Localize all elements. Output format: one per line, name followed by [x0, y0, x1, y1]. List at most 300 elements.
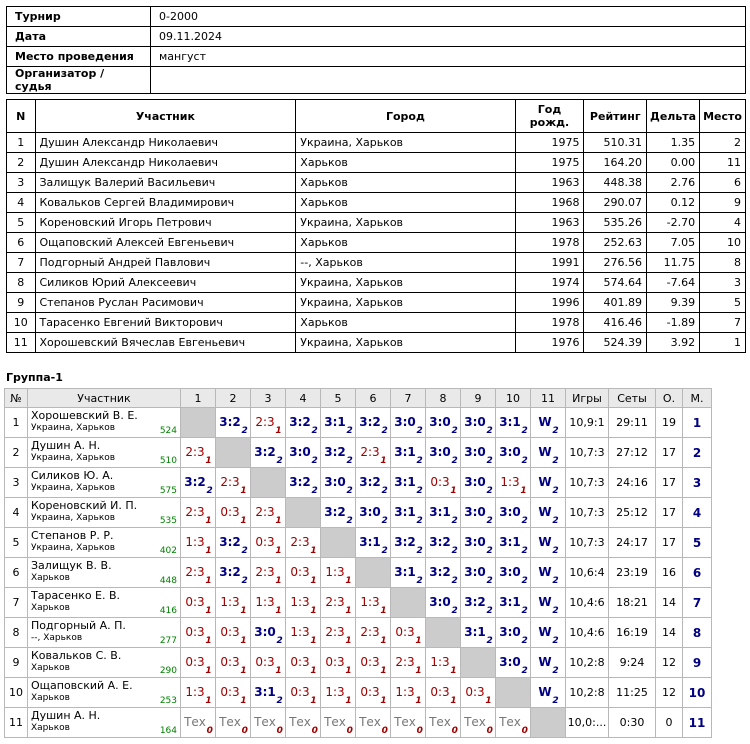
rating: 276.56 — [584, 253, 647, 273]
match-result — [356, 678, 391, 708]
match-points: 2 — [552, 666, 559, 676]
score-text: 3:2 — [359, 475, 381, 489]
table-row — [7, 253, 746, 273]
points: 12 — [656, 678, 683, 708]
points: 14 — [656, 618, 683, 648]
info-key: Место проведения — [7, 47, 151, 67]
match-result — [531, 588, 566, 618]
participant-city: Украина, Харьков — [296, 133, 515, 153]
games: 10,7:3 — [566, 438, 609, 468]
match-points: 2 — [521, 666, 528, 676]
match-result — [321, 408, 356, 438]
match-points: 1 — [380, 696, 387, 706]
match-result — [461, 438, 496, 468]
delta: 7.05 — [647, 233, 700, 253]
score-text: 3:0 — [499, 565, 521, 579]
score-text: 0:3 — [290, 685, 310, 699]
group-col-header: 2 — [216, 389, 251, 408]
table-row — [7, 293, 746, 313]
match-points: 1 — [240, 516, 247, 526]
score-text: 1:3 — [290, 625, 310, 639]
match-result — [426, 648, 461, 678]
match-score — [220, 685, 247, 706]
match-result — [426, 588, 461, 618]
match-points: 1 — [240, 606, 247, 616]
games: 10,7:3 — [566, 498, 609, 528]
points: 0 — [656, 708, 683, 738]
sets: 24:16 — [609, 468, 656, 498]
match-points: 1 — [345, 606, 352, 616]
score-text: 2:3 — [360, 445, 380, 459]
participant-name: Степанов Руслан Расимович — [35, 293, 296, 313]
group-row — [5, 678, 712, 708]
match-result — [426, 678, 461, 708]
match-points: 2 — [346, 456, 353, 466]
match-score — [394, 505, 423, 526]
score-text: 3:1 — [499, 535, 521, 549]
participant-city: Харьков — [296, 193, 515, 213]
player-rating: 535 — [159, 516, 177, 526]
info-value: 0-2000 — [151, 7, 746, 27]
score-text: 3:0 — [464, 505, 486, 519]
info-row — [7, 7, 746, 27]
match-result — [286, 618, 321, 648]
player-name: Степанов Р. Р. — [31, 529, 114, 542]
match-score — [324, 475, 353, 496]
player-city: Украина, Харьков — [31, 423, 116, 433]
match-score — [499, 715, 528, 736]
match-points: 1 — [240, 666, 247, 676]
score-text: 3:2 — [184, 475, 206, 489]
player-name: Ковальков С. В. — [31, 649, 122, 662]
match-points: 1 — [380, 606, 387, 616]
match-result — [496, 558, 531, 588]
match-score — [464, 505, 493, 526]
match-score — [464, 625, 493, 646]
match-score — [430, 685, 457, 706]
col-participant: Участник — [35, 100, 296, 133]
match-points: 0 — [486, 726, 493, 736]
participant-name: Залищук Валерий Васильевич — [35, 173, 296, 193]
player-rating: 277 — [159, 636, 177, 646]
col-place: Место — [700, 100, 746, 133]
score-text: 2:3 — [325, 595, 345, 609]
group-col-header: 3 — [251, 389, 286, 408]
group-row-number: 1 — [5, 408, 28, 438]
score-text: 0:3 — [185, 655, 205, 669]
info-row — [7, 27, 746, 47]
match-result — [321, 708, 356, 738]
score-text: 2:3 — [255, 565, 275, 579]
group-row-number: 2 — [5, 438, 28, 468]
score-text: 3:1 — [394, 475, 416, 489]
match-points: 0 — [241, 726, 248, 736]
info-row — [7, 47, 746, 67]
player-rating: 448 — [159, 576, 177, 586]
score-text: 2:3 — [325, 625, 345, 639]
place: 3 — [700, 273, 746, 293]
match-points: 1 — [415, 666, 422, 676]
match-score — [499, 625, 528, 646]
score-text: 3:1 — [394, 565, 416, 579]
rating: 524.39 — [584, 333, 647, 353]
match-score — [395, 625, 422, 646]
group-place: 9 — [683, 648, 712, 678]
match-score — [465, 685, 492, 706]
diagonal-cell — [181, 408, 216, 438]
match-score — [290, 655, 317, 676]
score-text: 0:3 — [255, 535, 275, 549]
row-number: 6 — [7, 233, 36, 253]
sets: 25:12 — [609, 498, 656, 528]
match-score — [464, 415, 493, 436]
sets: 11:25 — [609, 678, 656, 708]
match-score — [499, 595, 528, 616]
match-points: 1 — [240, 636, 247, 646]
match-points: 2 — [486, 606, 493, 616]
match-score — [359, 535, 388, 556]
row-number: 11 — [7, 333, 36, 353]
score-text: W — [538, 565, 552, 579]
games: 10,7:3 — [566, 528, 609, 558]
games: 10,2:8 — [566, 678, 609, 708]
match-points: 0 — [311, 726, 318, 736]
participant-city: Украина, Харьков — [296, 293, 515, 313]
match-result — [496, 708, 531, 738]
games: 10,0:... — [566, 708, 609, 738]
match-score — [464, 565, 493, 586]
diagonal-cell — [426, 618, 461, 648]
birth-year: 1978 — [515, 233, 584, 253]
match-result — [461, 528, 496, 558]
match-result — [216, 618, 251, 648]
match-result — [391, 468, 426, 498]
row-number: 8 — [7, 273, 36, 293]
score-text: 1:3 — [395, 685, 415, 699]
match-score — [499, 415, 528, 436]
score-text: Тех — [499, 715, 521, 729]
match-result — [321, 558, 356, 588]
match-points: 2 — [276, 696, 283, 706]
match-score — [360, 625, 387, 646]
match-points: 1 — [275, 666, 282, 676]
match-score — [220, 475, 247, 496]
score-text: 1:3 — [430, 655, 450, 669]
match-result — [496, 408, 531, 438]
match-result — [181, 438, 216, 468]
match-result — [426, 708, 461, 738]
match-points: 1 — [205, 576, 212, 586]
match-score — [185, 685, 212, 706]
delta: -1.89 — [647, 313, 700, 333]
group-col-header: 11 — [531, 389, 566, 408]
match-score — [220, 595, 247, 616]
score-text: Тех — [394, 715, 416, 729]
score-text: W — [538, 655, 552, 669]
score-text: 3:0 — [499, 505, 521, 519]
birth-year: 1963 — [515, 173, 584, 193]
match-result — [286, 438, 321, 468]
score-text: 0:3 — [430, 475, 450, 489]
match-points: 1 — [485, 696, 492, 706]
info-key: Турнир — [7, 7, 151, 27]
match-result — [181, 528, 216, 558]
score-text: 0:3 — [220, 505, 240, 519]
match-result — [461, 708, 496, 738]
score-text: W — [538, 625, 552, 639]
player-city: Украина, Харьков — [31, 543, 116, 553]
match-points: 1 — [205, 516, 212, 526]
group-player — [28, 618, 181, 648]
score-text: 3:0 — [464, 475, 486, 489]
match-score — [394, 535, 423, 556]
match-score — [289, 445, 318, 466]
match-result — [286, 468, 321, 498]
match-result — [496, 648, 531, 678]
match-points: 1 — [345, 666, 352, 676]
match-result — [531, 558, 566, 588]
participant-city: Харьков — [296, 313, 515, 333]
match-score — [394, 445, 423, 466]
table-row — [7, 233, 746, 253]
match-score — [429, 505, 458, 526]
score-text: 0:3 — [185, 625, 205, 639]
match-result — [251, 528, 286, 558]
group-player — [28, 648, 181, 678]
match-result — [461, 558, 496, 588]
player-rating: 402 — [159, 546, 177, 556]
match-points: 2 — [521, 456, 528, 466]
match-result — [391, 678, 426, 708]
match-score — [324, 715, 353, 736]
place: 6 — [700, 173, 746, 193]
score-text: W — [538, 685, 552, 699]
group-row — [5, 468, 712, 498]
match-score — [429, 415, 458, 436]
score-text: 1:3 — [185, 535, 205, 549]
row-number: 1 — [7, 133, 36, 153]
match-result — [391, 528, 426, 558]
match-score — [395, 655, 422, 676]
player-name: Душин А. Н. — [31, 709, 101, 722]
participant-name: Силиков Юрий Алексеевич — [35, 273, 296, 293]
games: 10,4:6 — [566, 618, 609, 648]
info-value: мангуст — [151, 47, 746, 67]
score-text: 3:1 — [394, 505, 416, 519]
player-city: --, Харьков — [31, 633, 83, 643]
match-points: 1 — [520, 486, 527, 496]
match-points: 1 — [205, 666, 212, 676]
match-result — [461, 618, 496, 648]
tournament-info-table — [6, 6, 746, 94]
score-text: 3:2 — [324, 445, 346, 459]
match-points: 1 — [380, 456, 387, 466]
match-score — [464, 475, 493, 496]
match-result — [496, 468, 531, 498]
match-points: 2 — [486, 546, 493, 556]
match-score — [464, 595, 493, 616]
match-score — [359, 415, 388, 436]
score-text: 0:3 — [220, 655, 240, 669]
match-points: 1 — [415, 696, 422, 706]
group-row-number: 9 — [5, 648, 28, 678]
score-text: W — [538, 535, 552, 549]
match-points: 2 — [241, 546, 248, 556]
games: 10,7:3 — [566, 468, 609, 498]
place: 7 — [700, 313, 746, 333]
match-points: 2 — [451, 576, 458, 586]
match-score — [185, 625, 212, 646]
match-score — [219, 535, 248, 556]
group-row-number: 11 — [5, 708, 28, 738]
match-score — [324, 415, 353, 436]
match-result — [496, 588, 531, 618]
score-text: Тех — [219, 715, 241, 729]
games: 10,6:4 — [566, 558, 609, 588]
score-text: 2:3 — [395, 655, 415, 669]
match-points: 2 — [416, 516, 423, 526]
match-points: 2 — [311, 456, 318, 466]
match-score — [185, 535, 212, 556]
group-col-header: 4 — [286, 389, 321, 408]
match-result — [426, 468, 461, 498]
score-text: 3:0 — [324, 475, 346, 489]
match-score — [290, 565, 317, 586]
table-row — [7, 193, 746, 213]
score-text: 2:3 — [290, 535, 310, 549]
match-result — [216, 408, 251, 438]
group-row-number: 3 — [5, 468, 28, 498]
score-text: 3:0 — [394, 415, 416, 429]
participant-name: Подгорный Андрей Павлович — [35, 253, 296, 273]
score-text: 3:2 — [464, 595, 486, 609]
match-result — [216, 468, 251, 498]
match-points: 2 — [311, 486, 318, 496]
group-col-header: 8 — [426, 389, 461, 408]
match-points: 2 — [381, 486, 388, 496]
match-result — [181, 618, 216, 648]
player-city: Харьков — [31, 723, 70, 733]
group-place: 5 — [683, 528, 712, 558]
score-text: 3:0 — [499, 655, 521, 669]
participants-header-row — [7, 100, 746, 133]
match-result — [356, 528, 391, 558]
player-rating: 575 — [159, 486, 177, 496]
match-score — [254, 445, 283, 466]
group-place: 3 — [683, 468, 712, 498]
group-row — [5, 408, 712, 438]
match-points: 2 — [276, 636, 283, 646]
match-score — [184, 475, 213, 496]
match-points: 1 — [310, 666, 317, 676]
match-score — [255, 415, 282, 436]
match-points: 2 — [486, 426, 493, 436]
score-text: 1:3 — [290, 595, 310, 609]
player-city: Украина, Харьков — [31, 513, 116, 523]
group-row — [5, 588, 712, 618]
diagonal-cell — [321, 528, 356, 558]
match-result — [391, 648, 426, 678]
score-text: 2:3 — [255, 505, 275, 519]
score-text: 3:0 — [289, 445, 311, 459]
score-text: 3:0 — [464, 415, 486, 429]
match-score — [500, 475, 527, 496]
group-col-header: № — [5, 389, 28, 408]
match-points: 2 — [346, 516, 353, 526]
group-row-number: 4 — [5, 498, 28, 528]
player-rating: 416 — [159, 606, 177, 616]
group-col-header: Участник — [28, 389, 181, 408]
match-result — [251, 498, 286, 528]
diagonal-cell — [286, 498, 321, 528]
match-score — [289, 715, 318, 736]
match-score — [538, 595, 559, 616]
points: 17 — [656, 528, 683, 558]
match-result — [531, 498, 566, 528]
match-result — [356, 618, 391, 648]
match-result — [496, 498, 531, 528]
group-row — [5, 528, 712, 558]
match-score — [464, 445, 493, 466]
group-place: 10 — [683, 678, 712, 708]
score-text: 3:1 — [324, 415, 346, 429]
match-result — [251, 648, 286, 678]
match-score — [290, 535, 317, 556]
match-result — [321, 618, 356, 648]
score-text: 0:3 — [290, 655, 310, 669]
score-text: 0:3 — [395, 625, 415, 639]
match-score — [290, 685, 317, 706]
player-name: Ощаповский А. Е. — [31, 679, 133, 692]
group-row — [5, 558, 712, 588]
score-text: 0:3 — [360, 685, 380, 699]
match-result — [251, 708, 286, 738]
match-result — [461, 408, 496, 438]
score-text: 3:0 — [464, 445, 486, 459]
match-result — [286, 678, 321, 708]
match-points: 2 — [451, 516, 458, 526]
player-name: Душин А. Н. — [31, 439, 101, 452]
player-rating: 290 — [159, 666, 177, 676]
rating: 290.07 — [584, 193, 647, 213]
match-points: 1 — [310, 636, 317, 646]
match-score — [185, 655, 212, 676]
row-number: 4 — [7, 193, 36, 213]
match-score — [360, 685, 387, 706]
match-result — [426, 558, 461, 588]
match-score — [325, 595, 352, 616]
match-result — [251, 408, 286, 438]
match-points: 2 — [521, 576, 528, 586]
score-text: 3:0 — [429, 445, 451, 459]
score-text: 3:0 — [499, 625, 521, 639]
match-points: 2 — [521, 426, 528, 436]
col-rating: Рейтинг — [584, 100, 647, 133]
score-text: 3:1 — [394, 445, 416, 459]
score-text: 1:3 — [220, 595, 240, 609]
score-text: 3:2 — [324, 505, 346, 519]
sets: 27:12 — [609, 438, 656, 468]
match-result — [496, 618, 531, 648]
info-value — [151, 67, 746, 94]
match-points: 1 — [310, 576, 317, 586]
match-score — [185, 445, 212, 466]
match-points: 1 — [450, 696, 457, 706]
score-text: 3:2 — [394, 535, 416, 549]
match-score — [219, 715, 248, 736]
table-row — [7, 173, 746, 193]
match-score — [185, 565, 212, 586]
